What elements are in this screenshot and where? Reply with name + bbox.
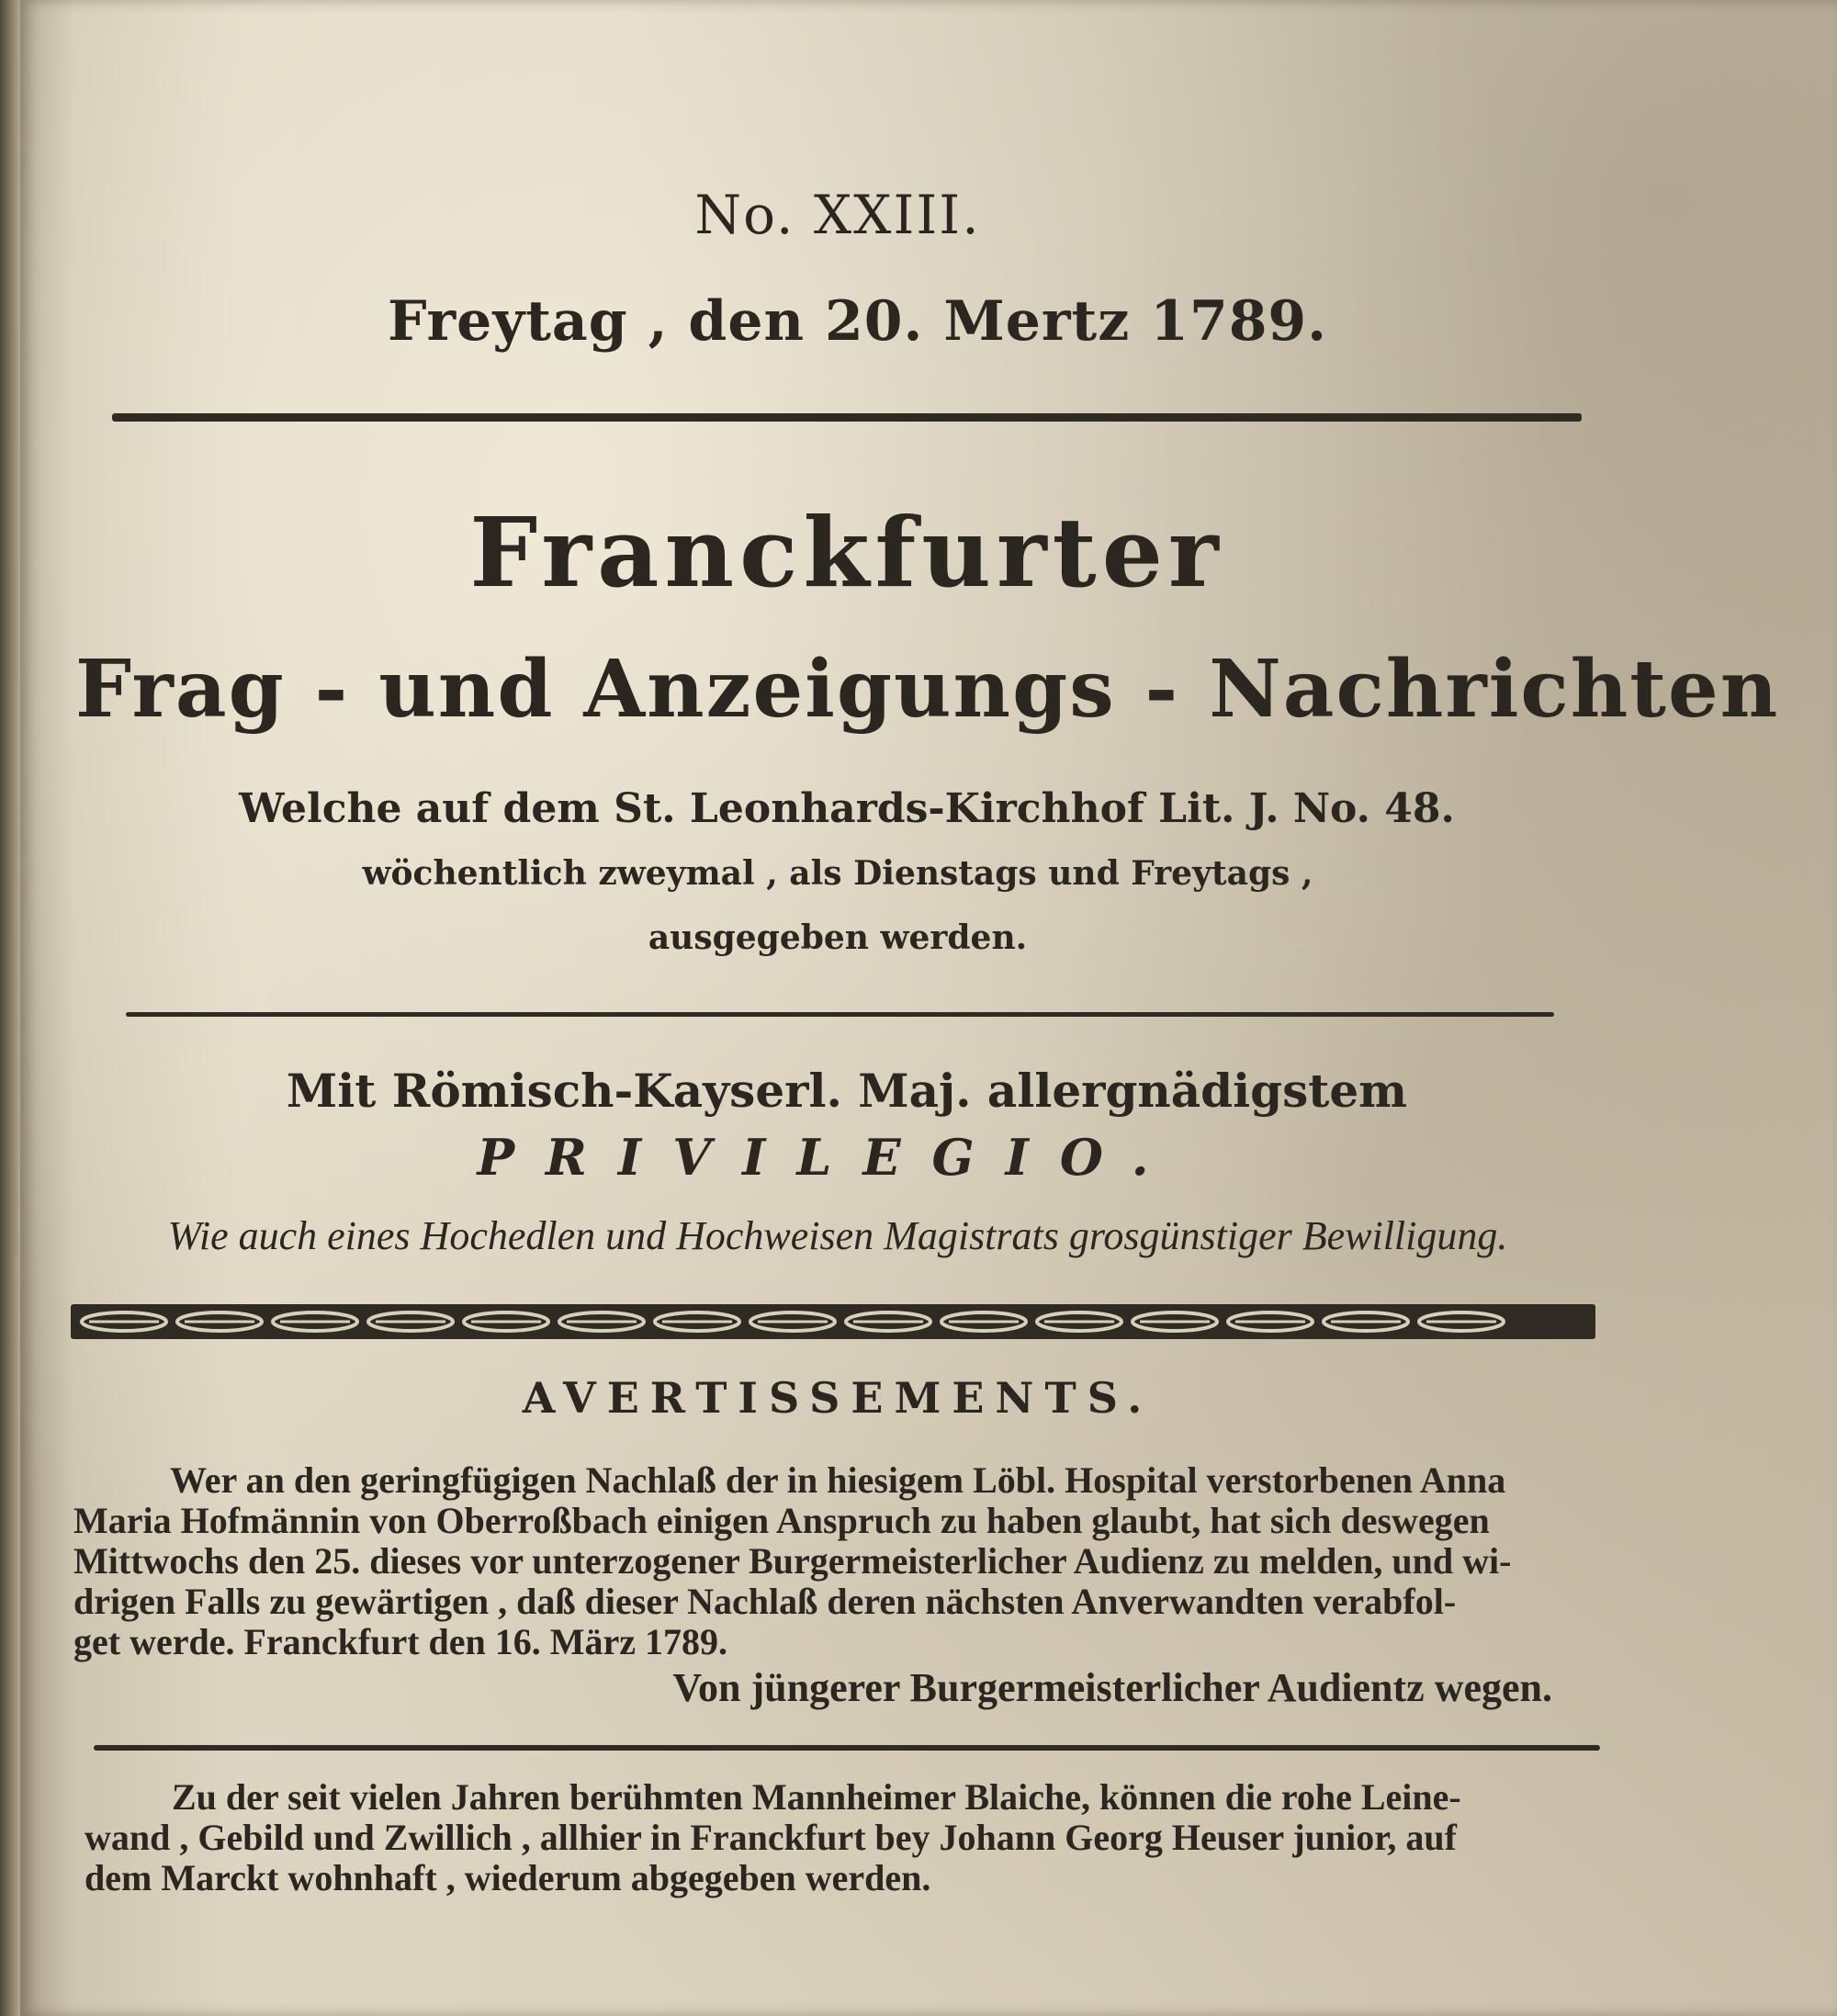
notice-line: Mittwochs den 25. dieses vor unterzogener Burgermeisterlicher Audienz zu melden, und wi- xyxy=(73,1540,1512,1582)
notice-estate-claim xyxy=(73,1460,1598,1708)
publication-schedule-end: ausgegeben werden. xyxy=(648,918,1028,957)
masthead-title-line-1: Franckfurter xyxy=(469,496,1224,609)
notice-line: drigen Falls zu gewärtigen , daß dieser Nachlaß deren nächsten Anverwandten verabfol- xyxy=(73,1581,1457,1622)
notice-signature: Von jüngerer Burgermeisterlicher Audientz wegen. xyxy=(672,1665,1552,1710)
notice-line: Wer an den geringfügigen Nachlaß der in hiesigem Löbl. Hospital verstorbenen Anna xyxy=(170,1459,1506,1501)
masthead-title-line-2: Frag - und Anzeigungs - Nachrichten xyxy=(75,643,1780,736)
notice-line: wand , Gebild und Zwillich , allhier in Franckfurt bey Johann Georg Heuser junior, auf xyxy=(85,1817,1457,1858)
lower-divider xyxy=(94,1745,1600,1751)
issue-number: No. XXIII. xyxy=(694,184,981,246)
notice-line: Zu der seit vielen Jahren berühmten Mannheimer Blaiche, können die rohe Leine- xyxy=(172,1776,1461,1818)
newspaper-page xyxy=(20,0,1837,2016)
notice-line: dem Marckt wohnhaft , wiederum abgegeben werden. xyxy=(85,1857,931,1898)
publication-schedule: wöchentlich zweymal , als Dienstags und Freytags , xyxy=(362,854,1313,893)
notice-line: get werde. Franckfurt den 16. März 1789. xyxy=(73,1621,728,1662)
notice-bleaching xyxy=(85,1777,1600,1898)
privilegio-word: PRIVILEGIO. xyxy=(477,1128,1180,1187)
binding-gutter xyxy=(0,0,20,2016)
magistrate-approval-line: Wie auch eines Hochedlen und Hochweisen Magistrats grosgünstiger Bewilligung. xyxy=(167,1213,1508,1258)
imperial-privilege-line: Mit Römisch-Kayserl. Maj. allergnädigstem xyxy=(286,1064,1408,1118)
chain-ornament-border xyxy=(71,1304,1595,1339)
notice-line: Maria Hofmännin von Oberroßbach einigen Anspruch zu haben glaubt, hat sich deswegen xyxy=(73,1500,1490,1541)
publisher-address: Welche auf dem St. Leonhards-Kirchhof Lit. J. No. 48. xyxy=(239,785,1455,832)
issue-date: Freytag , den 20. Mertz 1789. xyxy=(388,289,1328,354)
top-divider xyxy=(112,413,1582,422)
section-heading-avertissements: AVERTISSEMENTS. xyxy=(522,1373,1154,1423)
middle-divider xyxy=(126,1012,1554,1017)
